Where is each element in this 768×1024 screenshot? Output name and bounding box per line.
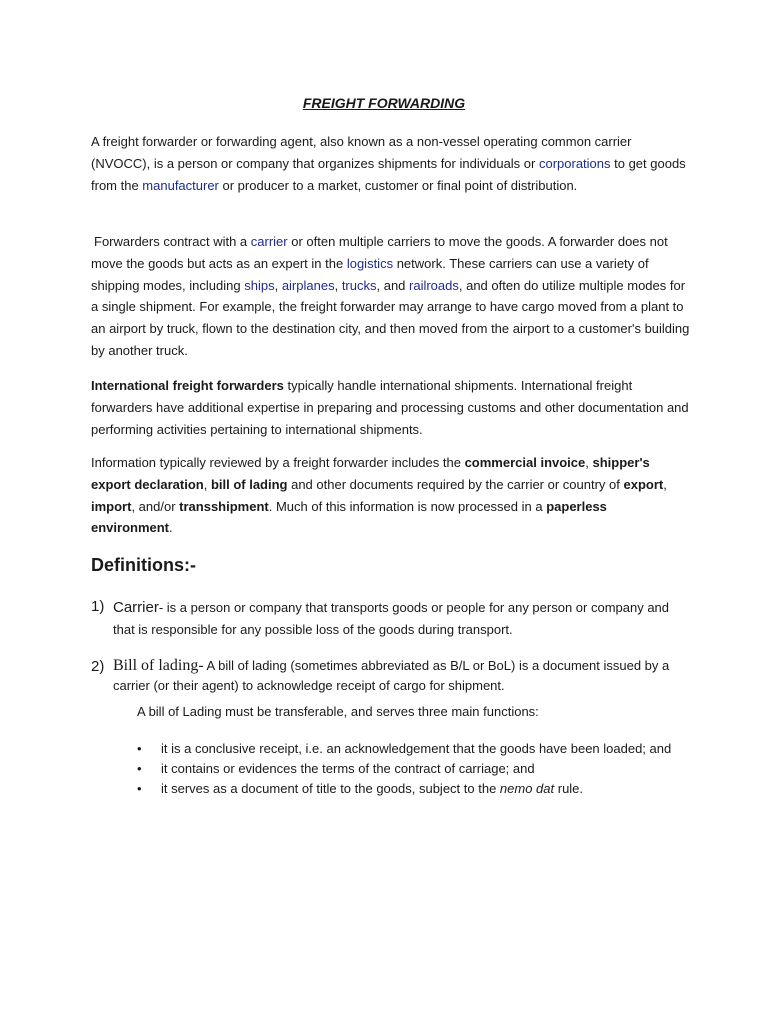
text: , [274,277,282,293]
text: to get goods from the [91,155,686,193]
definition-carrier [113,597,693,641]
italic-term: nemo dat [499,781,555,796]
list-item [137,739,677,759]
bold-term: International freight forwarders [91,378,284,393]
text: or producer to a market, customer or final point of distribution. [218,177,578,193]
definition-text: A bill of lading (sometimes abbreviated as B/L or BoL) is a document issued by a carrier (or their agent) to acknowledge receipt of cargo for shipment. [113,658,670,693]
text: . Much of this information is now processed in a [268,498,547,514]
link-ships[interactable]: ships [244,277,275,293]
list-item [137,779,677,799]
text: , [203,476,211,492]
bold-term: bill of lading [210,476,288,492]
document-title: FREIGHT FORWARDING [302,95,466,111]
text: Information typically reviewed by a freight forwarder includes the [91,455,465,470]
bullet-icon: • [137,761,142,776]
text: , [663,476,667,492]
text: , and/or [131,498,180,514]
paragraph-international [91,375,691,440]
link-railroads[interactable]: railroads [409,277,459,293]
text: A freight forwarder or forwarding agent, also known as a non-vessel operating common carrier (NVOCC), is a person or company that organizes shipments for individuals or [91,134,632,171]
text: , and [376,277,410,293]
list-item [137,759,677,779]
definitions-heading: Definitions:- [91,555,196,575]
link-trucks[interactable]: trucks [341,277,377,293]
text: and other documents required by the carrier or country of [287,476,624,492]
link-carrier[interactable]: carrier [250,234,288,249]
list-item-text: it contains or evidences the terms of the contract of carriage; and [161,761,535,776]
text: , [334,277,342,293]
definition-number: 2) [91,658,105,675]
text: , [585,455,593,470]
text: Forwarders contract with a [94,234,251,249]
text: typically handle international shipments. International freight forwarders have additional expertise in preparing and processing customs and other documentation and performing activities pertaining to international shipments. [91,378,689,437]
link-airplanes[interactable]: airplanes [281,277,335,293]
link-logistics[interactable]: logistics [346,255,394,271]
bold-term: commercial invoice [464,455,586,470]
bold-term: paperless environment [91,498,607,536]
bold-term: export [623,476,664,492]
text: network. These carriers can use a variety of shipping modes, including [91,255,649,293]
functions-intro: A bill of Lading must be transferable, and serves three main functions: [137,704,539,719]
functions-list [137,739,677,799]
link-manufacturer[interactable]: manufacturer [142,177,219,193]
definition-text: - is a person or company that transports goods or people for any person or company and that is responsible for any possible loss of the goods during transport. [113,600,670,637]
bold-term: import [91,498,132,514]
list-item-text: rule. [554,781,584,796]
paragraph-intro [91,131,691,196]
paragraph-forwarders [91,231,691,362]
link-corporations[interactable]: corporations [538,155,611,171]
paragraph-information [91,452,691,539]
text: . [169,520,173,536]
list-item-text: it serves as a document of title to the goods, subject to the [161,781,500,796]
bold-term: shipper's export declaration [91,455,650,492]
definition-term: Carrier [113,599,159,616]
definition-bill-of-lading [113,656,693,696]
text: , and often do utilize multiple modes for a single shipment. For example, the freight forwarder may arrange to have cargo moved from a plant to an airport by truck, flown to the destination city, and then moved from the airport to a customer's building by another truck. [91,277,690,358]
bold-term: transshipment [179,498,269,514]
list-item-text: it is a conclusive receipt, i.e. an acknowledgement that the goods have been loaded; and [161,741,672,756]
bullet-icon: • [137,741,142,756]
bullet-icon: • [137,781,142,796]
text: or often multiple carriers to move the goods. A forwarder does not move the goods but acts as an expert in the [91,234,668,271]
definition-term: Bill of lading- [113,657,204,674]
definition-number: 1) [91,598,105,615]
